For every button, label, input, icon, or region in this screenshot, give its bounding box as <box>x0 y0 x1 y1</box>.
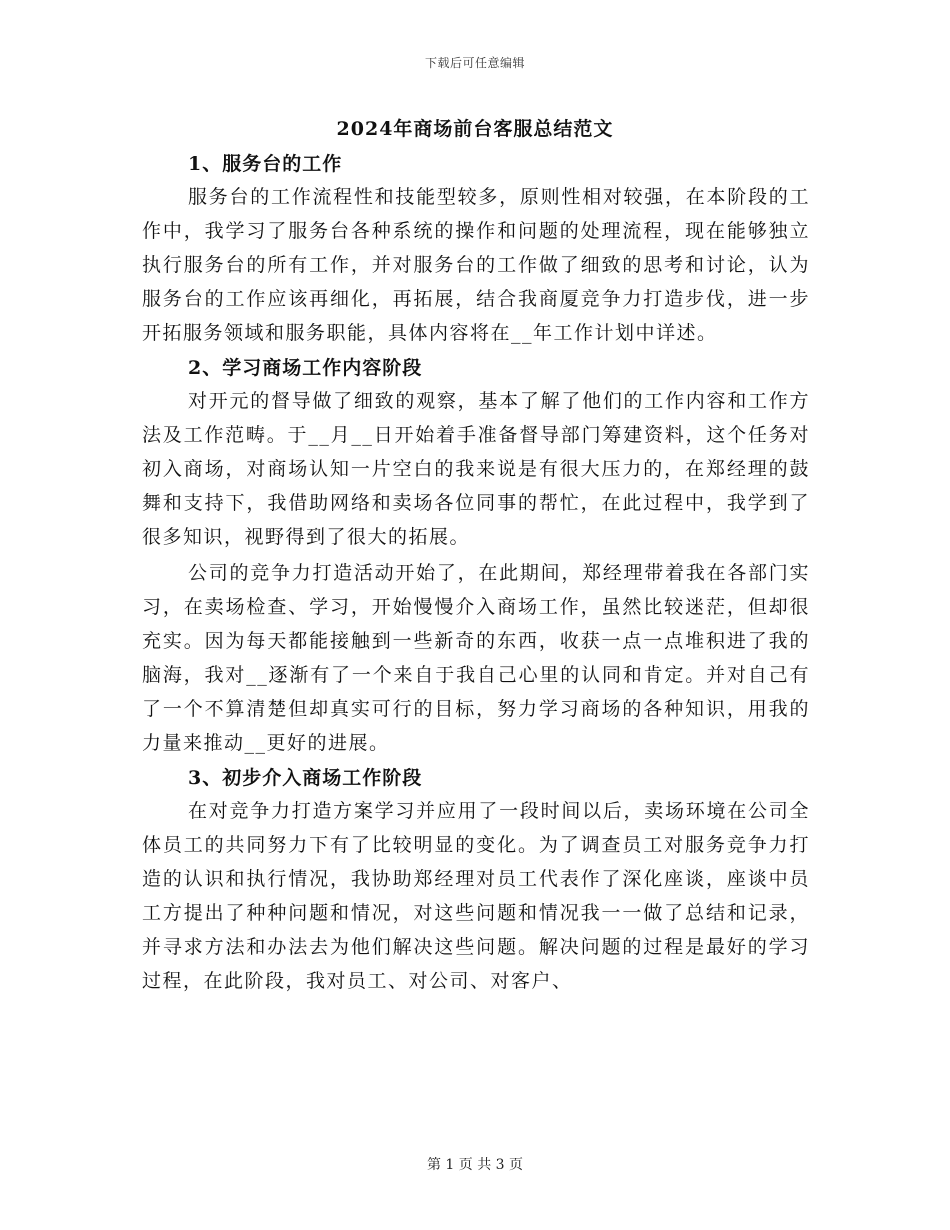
page-header-note: 下载后可任意编辑 <box>424 56 525 70</box>
section-2 <box>142 352 810 760</box>
paragraph: 对开元的督导做了细致的观察，基本了解了他们的工作内容和工作方法及工作范畴。于__月__日开始着手准备督导部门筹建资料，这个任务对初入商场，对商场认知一片空白的我来说是有很大压力的，在郑经理的鼓舞和支持下，我借助网络和卖场各位同事的帮忙，在此过程中，我学到了很多知识，视野得到了很大的拓展。 <box>142 390 810 548</box>
section-1 <box>142 148 810 350</box>
section-heading: 2、学习商场工作内容阶段 <box>188 357 423 379</box>
document-title: 2024年商场前台客服总结范文 <box>336 118 614 140</box>
page-number: 第 1 页 共 3 页 <box>426 1157 524 1173</box>
section-3 <box>142 762 810 998</box>
section-heading: 3、初步介入商场工作阶段 <box>188 767 423 789</box>
section-heading: 1、服务台的工作 <box>188 153 343 175</box>
paragraph: 公司的竞争力打造活动开始了，在此期间，郑经理带着我在各部门实习，在卖场检查、学习，开始慢慢介入商场工作，虽然比较迷茫，但却很充实。因为每天都能接触到一些新奇的东西，收获一点一点堆积进了我的脑海，我对__逐渐有了一个来自于我自己心里的认同和肯定。并对自己有了一个不算清楚但却真实可行的目标，努力学习商场的各种知识，用我的力量来推动__更好的进展。 <box>142 562 810 754</box>
document-body <box>142 148 810 1000</box>
paragraph: 在对竞争力打造方案学习并应用了一段时间以后，卖场环境在公司全体员工的共同努力下有了比较明显的变化。为了调查员工对服务竞争力打造的认识和执行情况，我协助郑经理对员工代表作了深化座谈，座谈中员工方提出了种种问题和情况，对这些问题和情况我一一做了总结和记录，并寻求方法和办法去为他们解决这些问题。解决问题的过程是最好的学习过程，在此阶段，我对员工、对公司、对客户、 <box>142 800 810 992</box>
paragraph: 服务台的工作流程性和技能型较多，原则性相对较强，在本阶段的工作中，我学习了服务台各种系统的操作和问题的处理流程，现在能够独立执行服务台的所有工作，并对服务台的工作做了细致的思考和讨论，认为服务台的工作应该再细化，再拓展，结合我商厦竞争力打造步伐，进一步开拓服务领域和服务职能，具体内容将在__年工作计划中详述。 <box>142 186 810 344</box>
